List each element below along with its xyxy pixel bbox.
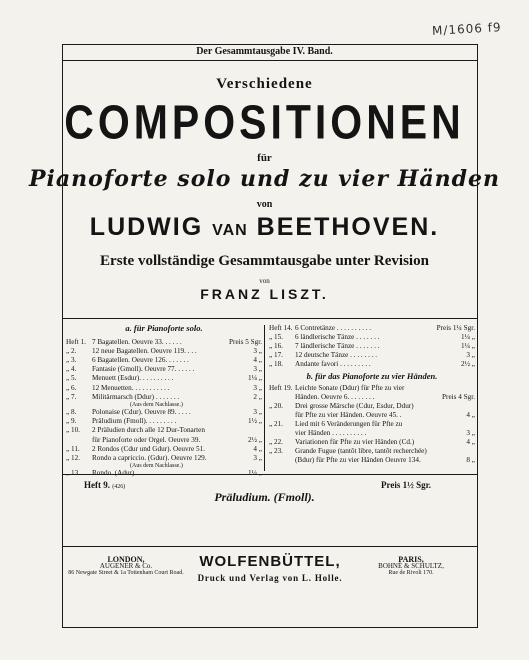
entry-title: Militärmarsch (Ddur) . . . . . . . — [92, 392, 180, 401]
catalog-entry — [66, 417, 262, 426]
current-title: Präludium. (Fmoll). — [214, 490, 315, 504]
entry-title: Präludium (Fmoll). . . . . . . . . — [92, 417, 177, 426]
catalog-entry — [269, 447, 475, 456]
imprint-rule — [62, 546, 478, 547]
entry-title: Händen. Oeuvre 6. . . . . . . . — [295, 392, 375, 401]
entry-number: Heft 1. — [66, 338, 86, 347]
catalog-entry — [269, 402, 475, 411]
entry-number — [269, 456, 295, 465]
entry-note: (Aus dem Nachlasse.) — [130, 401, 183, 408]
publisher-paris — [346, 556, 476, 577]
entry-price: 8 „ — [466, 456, 475, 465]
entry-title: Polonaise (Cdur). Oeuvre 89. . . . . — [92, 408, 191, 417]
entry-title: Grande Fugue (tantôt libre, tantôt recherchée) — [295, 447, 427, 456]
entry-price — [439, 420, 475, 429]
catalog-entry — [66, 436, 262, 445]
catalog-entry — [269, 456, 475, 465]
publisher-wolfenbuettel — [190, 553, 350, 583]
entry-price: Preis 4 Sgr. — [442, 392, 475, 401]
entry-price: 3 „ — [253, 408, 262, 417]
title-fuer: für — [257, 152, 272, 164]
edition-subtitle: Erste vollständige Gesammtausgabe unter Revision — [100, 253, 429, 269]
entry-number: „ 15. — [269, 333, 283, 342]
entry-title: für Pfte zu vier Händen. Oeuvre 45. . — [295, 410, 402, 419]
entry-title: 6 ländlerische Tänze . . . . . . . — [295, 333, 380, 342]
entry-number: „ 9. — [66, 417, 77, 426]
composer-first: LUDWIG — [89, 213, 204, 241]
catalog-entry — [269, 324, 475, 333]
catalog-entry — [66, 347, 262, 356]
title-instrumentation: Pianoforte solo und zu vier Händen — [28, 166, 501, 192]
entry-number: „ 8. — [66, 408, 77, 417]
entry-title: Leichte Sonate (Ddur) für Pfte zu vier — [295, 383, 405, 392]
paris-publisher: BOHNÉ & SCHULTZ, — [378, 562, 444, 570]
editor-name: FRANZ LISZT. — [200, 286, 329, 302]
entry-number: „ 11. — [66, 444, 80, 453]
catalog-entry — [269, 438, 475, 447]
entry-number: „ 18. — [269, 360, 283, 369]
catalog-entry — [66, 454, 262, 463]
paris-city: PARIS, — [398, 555, 424, 564]
header-rule — [62, 60, 478, 61]
entry-number: „ 2. — [66, 347, 77, 356]
entry-title: vier Händen . . . . . . . . . . — [295, 429, 367, 438]
entry-number — [66, 436, 92, 445]
section-b-heading: b. für das Pianoforte zu vier Händen. — [306, 371, 438, 382]
entry-title: 12 neue Bagatellen. Oeuvre 119. . . . — [92, 347, 197, 356]
entry-number: Heft 14. — [269, 324, 293, 332]
entry-price — [439, 447, 475, 456]
composer-last: BEETHOVEN. — [256, 213, 440, 241]
london-address: 86 Newgate Street & 1a Tottenham Court Road. — [68, 570, 184, 576]
entry-price — [439, 384, 475, 393]
entry-note: (Aus dem Nachlasse.) — [130, 462, 183, 469]
entry-title: Andante favori . . . . . . . . . — [295, 360, 371, 369]
entry-title: 12 deutsche Tänze . . . . . . . . — [295, 351, 378, 360]
catalog-entry — [66, 408, 262, 417]
entry-price: 2 „ — [253, 392, 262, 401]
catalog-entry — [269, 333, 475, 342]
section-b-list — [269, 384, 475, 466]
entry-price: 3 „ — [253, 383, 262, 392]
entry-title: (Bdur) für Pfte zu vier Händen Oeuvre 134. — [295, 456, 421, 465]
entry-title: 12 Menuetten. . . . . . . . . . . — [92, 383, 170, 392]
entry-title: Variationen für Pfte zu vier Händen (Cd.) — [295, 438, 415, 447]
entry-title: für Pianoforte oder Orgel. Oeuvre 39. — [92, 435, 201, 444]
entry-price: 1¼ „ — [248, 469, 262, 478]
title-verschiedene: Verschiedene — [216, 76, 313, 92]
title-von: von — [256, 199, 273, 210]
entry-number: „ 10. — [66, 426, 80, 435]
catalog-entry — [269, 384, 475, 393]
catalog-entry — [66, 426, 262, 435]
entry-number: „ 3. — [66, 356, 77, 365]
entry-number: „ 5. — [66, 374, 77, 383]
entry-number: „ 12. — [66, 453, 80, 462]
catalog-entry — [66, 393, 262, 402]
plate-number: (426) — [112, 484, 126, 490]
entry-price: Preis 5 Sgr. — [229, 338, 262, 347]
current-price: Preis 1½ Sgr. — [381, 480, 432, 490]
entry-number — [269, 429, 295, 438]
entry-number: „ 6. — [66, 383, 77, 392]
band-label: Der Gesammtausgabe IV. Band. — [196, 46, 333, 57]
catalog-top-rule — [62, 318, 478, 319]
catalog-entry — [269, 393, 475, 402]
catalog-right-column — [269, 324, 475, 465]
composer-name — [0, 213, 529, 242]
catalog-entry — [269, 411, 475, 420]
entry-title: 7 Bagatellen. Oeuvre 33. . . . . . — [92, 338, 182, 347]
catalog-entry — [269, 420, 475, 429]
catalog-column-divider — [264, 325, 265, 471]
entry-price: 2½ „ — [461, 360, 475, 369]
entry-title: 6 Contretänze . . . . . . . . . . — [295, 324, 372, 332]
entry-number — [269, 393, 295, 402]
entry-number: „ 21. — [269, 419, 283, 428]
entry-title: 6 Bagatellen. Oeuvre 126. . . . . . . — [92, 356, 189, 365]
entry-number — [269, 411, 295, 420]
catalog-bottom-rule — [62, 474, 478, 475]
london-city: LONDON, — [107, 555, 145, 564]
entry-number: „ 23. — [269, 447, 283, 456]
entry-title: Fantasie (Gmoll). Oeuvre 77. . . . . . — [92, 365, 195, 374]
catalog-entry — [269, 429, 475, 438]
catalog-entry — [66, 356, 262, 365]
entry-title: 7 ländlerische Tänze . . . . . . . — [295, 342, 380, 351]
catalog-entry — [66, 374, 262, 383]
title-compositionen: COMPOSITIONEN — [64, 95, 465, 150]
entry-number: „ 16. — [269, 342, 283, 351]
entry-price: 1¼ „ — [461, 342, 475, 351]
entry-price: 3 „ — [466, 351, 475, 360]
entry-price: 4 „ — [466, 438, 475, 447]
editor-von: von — [259, 277, 270, 285]
paris-address: Rue de Rivoli 170. — [388, 570, 434, 576]
entry-title: Lied mit 6 Veränderungen für Pfte zu — [295, 419, 403, 428]
handwritten-shelfmark: M/1606 f9 — [431, 20, 502, 38]
entry-price — [226, 426, 262, 435]
catalog-entry — [269, 351, 475, 360]
catalog-entry — [269, 342, 475, 351]
entry-number: „ 17. — [269, 351, 283, 360]
section-a-heading: a. für Pianoforte solo. — [125, 323, 203, 333]
composer-van: VAN — [212, 222, 248, 239]
publisher-london — [66, 556, 186, 577]
current-heft-number: Heft 9. — [84, 480, 110, 490]
current-heft — [84, 480, 125, 490]
entry-price: 3 „ — [253, 365, 262, 374]
entry-price: 4 „ — [253, 444, 262, 453]
wolfenbuettel-city: WOLFENBÜTTEL, — [199, 553, 341, 570]
entry-number: „ 7. — [66, 392, 77, 401]
entry-price: 2½ „ — [248, 435, 262, 444]
entry-price: Preis 1¼ Sgr. — [436, 324, 475, 332]
entry-price — [439, 402, 475, 411]
entry-price: 1¼ „ — [461, 333, 475, 342]
catalog-entry — [269, 360, 475, 369]
entry-number: „ 22. — [269, 438, 283, 447]
wolfenbuettel-imprint: Druck und Verlag von L. Holle. — [197, 573, 343, 583]
section-a-list — [66, 338, 262, 478]
entry-price: 3 „ — [253, 453, 262, 462]
entry-price: 4 „ — [466, 410, 475, 419]
entry-title: 2 Präludien durch alle 12 Dur-Tonarten — [92, 426, 205, 435]
entry-title: 2 Rondos (Cdur und Gdur). Oeuvre 51. — [92, 444, 205, 453]
entry-number: Heft 19. — [269, 383, 293, 392]
catalog-entry — [66, 445, 262, 454]
entry-title: Menuett (Esdur). . . . . . . . . . — [92, 374, 174, 383]
catalog-left-column — [66, 324, 262, 478]
entry-number: „ 20. — [269, 401, 283, 410]
london-publisher: AUGENER & Co. — [99, 562, 153, 570]
entry-number: „ 4. — [66, 365, 77, 374]
entry-price: 4 „ — [253, 356, 262, 365]
section-a-cont-list — [269, 324, 475, 369]
entry-title: Drei grosse Märsche (Cdur, Esdur, Ddur) — [295, 401, 414, 410]
entry-title: Rondo a capriccio. (Gdur). Oeuvre 129. — [92, 453, 207, 462]
entry-number: „ 13. — [66, 469, 80, 478]
catalog-entry — [66, 338, 262, 347]
catalog-entry — [66, 365, 262, 374]
entry-price: 3 „ — [466, 429, 475, 438]
entry-price: 3 „ — [253, 347, 262, 356]
entry-title: Rondo. (Adur). . . . . . . . . . — [92, 469, 169, 478]
entry-price: 1¼ „ — [248, 374, 262, 383]
entry-price: 1½ „ — [248, 417, 262, 426]
catalog-entry — [66, 384, 262, 393]
